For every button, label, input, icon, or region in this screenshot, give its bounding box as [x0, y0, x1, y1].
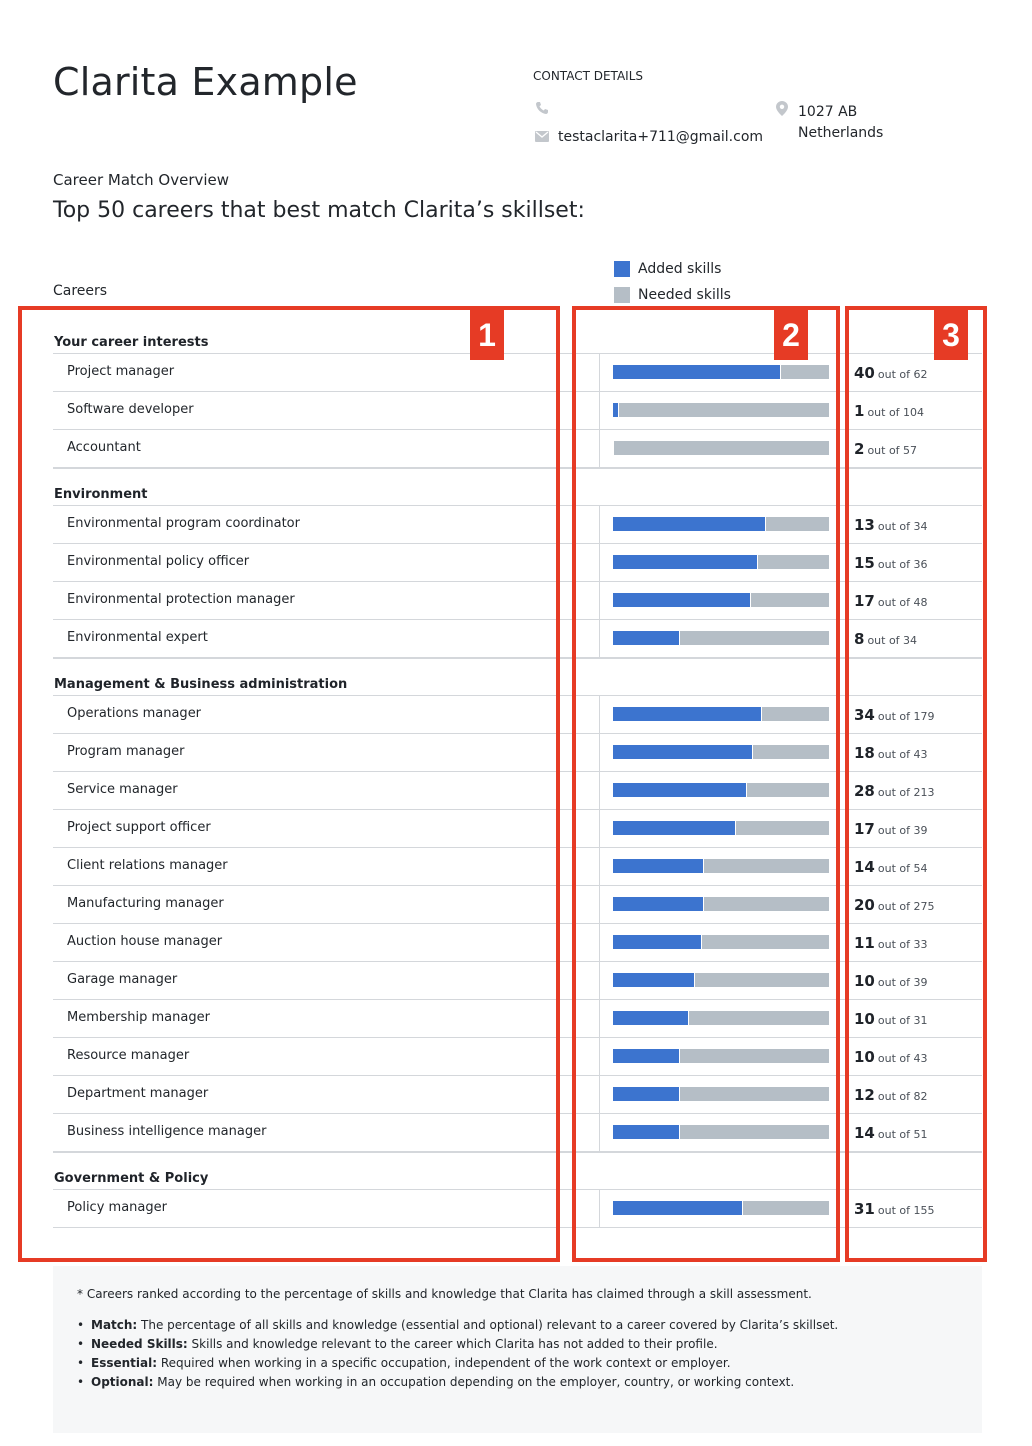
footnote-term: Optional: [91, 1375, 154, 1389]
career-name: Environmental protection manager [67, 592, 295, 607]
total-skill-count: out of 34 [867, 634, 918, 647]
career-name: Department manager [67, 1086, 209, 1101]
footnote-term: Match: [91, 1318, 138, 1332]
footnote-text: May be required when working in an occupation depending on the employer, country, or working context. [153, 1375, 795, 1389]
total-skill-count: out of 179 [877, 710, 935, 723]
footnote-box [53, 1266, 982, 1433]
added-skill-count: 17 [854, 592, 875, 610]
added-skill-count: 15 [854, 554, 875, 572]
career-name: Project support officer [67, 820, 211, 835]
total-skill-count: out of 39 [877, 824, 928, 837]
total-skill-count: out of 43 [877, 748, 928, 761]
career-name: Project manager [67, 364, 175, 379]
career-name: Environmental program coordinator [67, 516, 300, 531]
career-name: Software developer [67, 402, 194, 417]
needed-skills-swatch [614, 287, 630, 303]
career-group-label: Environment [54, 487, 148, 502]
annotation-label-3: 3 [934, 310, 968, 360]
footnote-item [77, 1354, 982, 1373]
added-skill-count: 14 [854, 1124, 875, 1142]
total-skill-count: out of 39 [877, 976, 928, 989]
total-skill-count: out of 48 [877, 596, 928, 609]
total-skill-count: out of 33 [877, 938, 928, 951]
annotation-box-1 [18, 306, 560, 1262]
total-skill-count: out of 213 [877, 786, 935, 799]
career-name: Operations manager [67, 706, 202, 721]
added-skill-count: 2 [854, 440, 865, 458]
footnote-text: Skills and knowledge relevant to the career which Clarita has not added to their profile. [187, 1337, 718, 1351]
career-name: Business intelligence manager [67, 1124, 267, 1139]
address-line-2: Netherlands [798, 125, 884, 141]
contact-details-title: CONTACT DETAILS [533, 69, 643, 83]
address [798, 102, 883, 144]
legend-added-label: Added skills [638, 261, 722, 277]
total-skill-count: out of 31 [877, 1014, 928, 1027]
total-skill-count: out of 51 [877, 1128, 928, 1141]
added-skill-count: 17 [854, 820, 875, 838]
added-skill-count: 10 [854, 1010, 875, 1028]
skills-legend [614, 256, 731, 308]
annotation-label-1: 1 [470, 310, 504, 360]
added-skill-count: 40 [854, 364, 875, 382]
added-skill-count: 8 [854, 630, 865, 648]
career-name: Resource manager [67, 1048, 190, 1063]
mail-icon [535, 131, 549, 142]
career-name: Program manager [67, 744, 185, 759]
footnote-item [77, 1373, 982, 1392]
added-skill-count: 1 [854, 402, 865, 420]
legend-needed [614, 282, 731, 308]
career-name: Service manager [67, 782, 178, 797]
added-skill-count: 18 [854, 744, 875, 762]
career-name: Client relations manager [67, 858, 228, 873]
total-skill-count: out of 62 [877, 368, 928, 381]
overview-label: Career Match Overview [53, 171, 230, 189]
phone-icon [535, 101, 549, 115]
footnote-term: Needed Skills: [91, 1337, 188, 1351]
total-skill-count: out of 36 [877, 558, 928, 571]
career-name: Environmental policy officer [67, 554, 250, 569]
total-skill-count: out of 155 [877, 1204, 935, 1217]
total-skill-count: out of 54 [877, 862, 928, 875]
total-skill-count: out of 57 [867, 444, 918, 457]
overview-title: Top 50 careers that best match Clarita’s skillset: [53, 198, 585, 223]
total-skill-count: out of 104 [867, 406, 925, 419]
profile-name: Clarita Example [53, 60, 358, 104]
added-skill-count: 31 [854, 1200, 875, 1218]
footnote-item [77, 1316, 982, 1335]
footnote-term: Essential: [91, 1356, 158, 1370]
career-name: Garage manager [67, 972, 178, 987]
total-skill-count: out of 82 [877, 1090, 928, 1103]
career-group-label: Government & Policy [54, 1171, 209, 1186]
added-skills-swatch [614, 261, 630, 277]
careers-column-header: Careers [53, 283, 108, 299]
added-skill-count: 14 [854, 858, 875, 876]
legend-added [614, 256, 731, 282]
added-skill-count: 10 [854, 972, 875, 990]
career-name: Accountant [67, 440, 141, 455]
career-group-label: Management & Business administration [54, 677, 348, 692]
footnote-item [77, 1335, 982, 1354]
career-name: Auction house manager [67, 934, 223, 949]
footnote-intro: * Careers ranked according to the percentage of skills and knowledge that Clarita has claimed through a skill assessment. [77, 1287, 812, 1301]
annotation-label-2: 2 [774, 310, 808, 360]
career-name: Membership manager [67, 1010, 210, 1025]
added-skill-count: 28 [854, 782, 875, 800]
career-name: Environmental expert [67, 630, 208, 645]
added-skill-count: 12 [854, 1086, 875, 1104]
footnote-text: Required when working in a specific occupation, independent of the work context or employer. [157, 1356, 731, 1370]
legend-needed-label: Needed skills [638, 287, 731, 303]
total-skill-count: out of 43 [877, 1052, 928, 1065]
added-skill-count: 34 [854, 706, 875, 724]
career-name: Policy manager [67, 1200, 167, 1215]
footnote-list [77, 1316, 982, 1392]
added-skill-count: 20 [854, 896, 875, 914]
career-name: Manufacturing manager [67, 896, 224, 911]
total-skill-count: out of 34 [877, 520, 928, 533]
email-address: testaclarita+711@gmail.com [558, 129, 764, 145]
annotation-box-2 [572, 306, 840, 1262]
total-skill-count: out of 275 [877, 900, 935, 913]
career-group-label: Your career interests [54, 335, 209, 350]
added-skill-count: 10 [854, 1048, 875, 1066]
annotation-box-3 [845, 306, 987, 1262]
added-skill-count: 13 [854, 516, 875, 534]
address-line-1: 1027 AB [798, 104, 858, 120]
location-pin-icon [776, 101, 788, 116]
added-skill-count: 11 [854, 934, 875, 952]
footnote-text: The percentage of all skills and knowledge (essential and optional) relevant to a career covered by Clarita’s skillset. [137, 1318, 839, 1332]
